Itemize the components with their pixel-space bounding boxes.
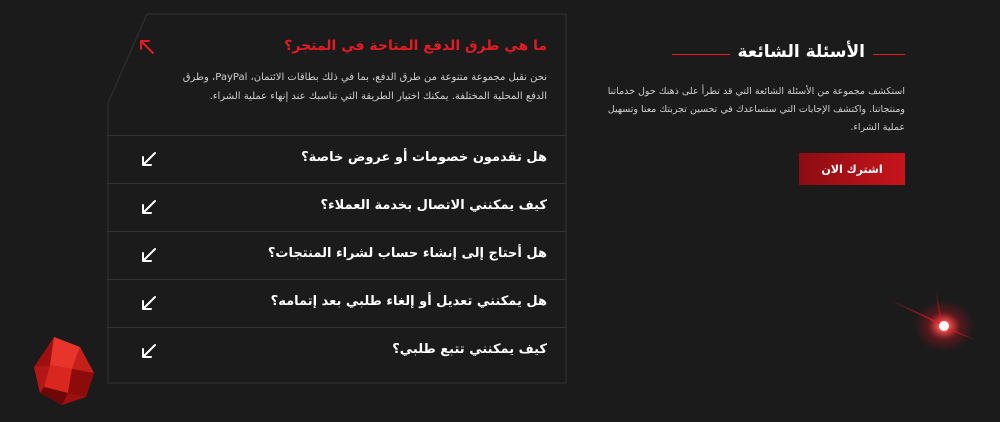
heading-row [600,42,905,68]
faq-question[interactable]: هل يمكنني تعديل أو إلغاء طلبي بعد إتمامه؟ [270,294,547,309]
arrow-down-left-icon[interactable] [139,341,159,361]
heading-divider-left [672,54,730,55]
faq-question-open[interactable]: ما هي طرق الدفع المتاحة في المتجر؟ [284,38,547,54]
faq-item[interactable] [107,231,567,279]
arrow-down-left-icon[interactable] [139,149,159,169]
faq-item[interactable] [107,183,567,231]
faq-question[interactable]: هل أحتاج إلى إنشاء حساب لشراء المنتجات؟ [267,246,547,261]
arrow-down-left-icon[interactable] [139,197,159,217]
faq-question[interactable]: كيف يمكنني تتبع طلبي؟ [392,342,547,357]
arrow-down-left-icon[interactable] [139,293,159,313]
red-gem-decoration [32,335,98,407]
arrow-down-left-icon[interactable] [139,245,159,265]
faq-item-open[interactable] [107,13,567,135]
faq-question[interactable]: هل تقدمون خصومات أو عروض خاصة؟ [301,150,547,165]
subscribe-button[interactable]: اشترك الان [799,153,905,185]
faq-answer: نحن نقبل مجموعة متنوعة من طرق الدفع، بما في ذلك بطاقات الائتمان، PayPal، وطرق الدفع المحلية المختلفة. يمكنك اختيار الطريقة التي تناسبك عند إنهاء عملية الشراء. [182,72,547,102]
section-description: استكشف مجموعة من الأسئلة الشائعة التي قد تطرأ على ذهنك حول خدماتنا ومنتجاتنا. واكتشف الإجابات التي ستساعدك في تحسين تجربتك معنا وتسهيل عملية الشراء. [607,86,905,133]
faq-item[interactable] [107,279,567,327]
faq-item[interactable] [107,135,567,183]
faq-item[interactable] [107,327,567,375]
faq-intro [600,0,905,422]
heading-divider-right [873,54,905,55]
arrow-up-left-icon[interactable] [137,37,157,57]
faq-accordion [107,13,567,384]
sparkle-decoration [880,282,980,372]
faq-question[interactable]: كيف يمكنني الاتصال بخدمة العملاء؟ [320,198,547,213]
section-heading: الأسئلة الشائعة [737,42,865,62]
